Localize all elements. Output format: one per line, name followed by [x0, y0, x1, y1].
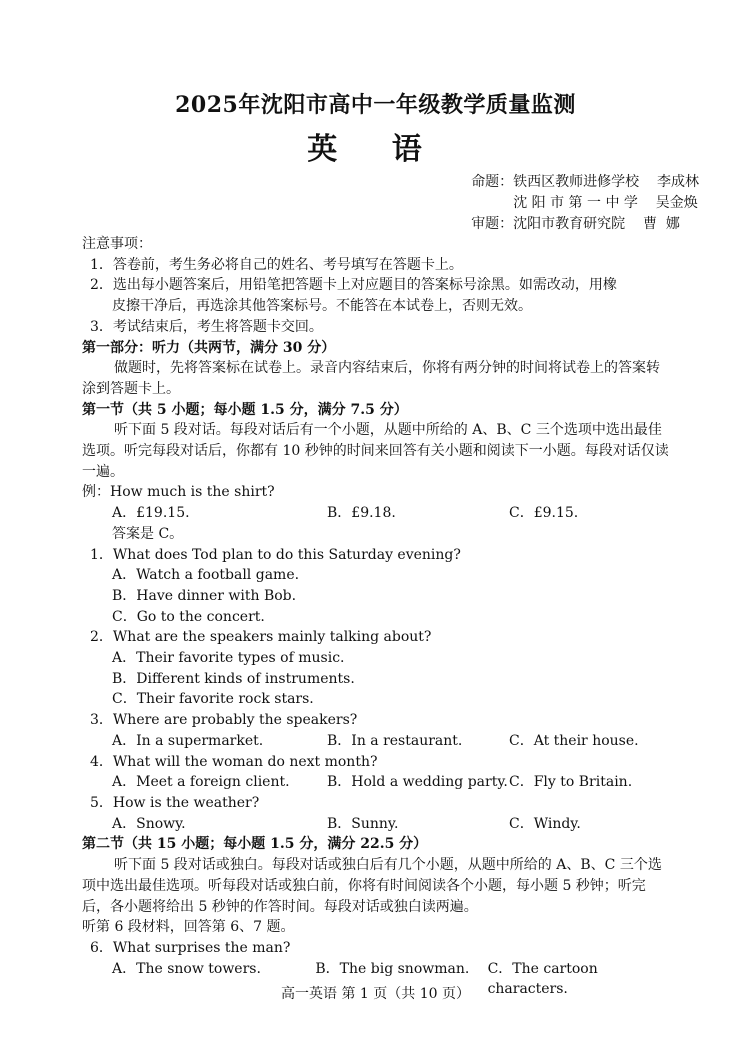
section2-heading: 第二节（共 15 小题；每小题 1.5 分，满分 22.5 分） [82, 836, 428, 853]
option: C．At their house. [509, 732, 639, 749]
option: A．Snowy. [112, 815, 186, 832]
question: 1．What does Tod plan to do this Saturday evening? [90, 546, 461, 563]
option: B．Different kinds of instruments. [112, 670, 355, 687]
option: C．Windy. [509, 815, 581, 832]
section1-intro: 听下面 5 段对话。每段对话后有一个小题，从题中所给的 A、B、C 三个选项中选出最佳选项。听完每段对话后，你都有 10 秒钟的时间来回答有关小题和阅读下一小题。每段对话仅读一遍。 [82, 422, 669, 480]
options-row [82, 772, 672, 793]
question: 3．Where are probably the speakers? [90, 712, 358, 729]
section1-heading: 第一节（共 5 小题；每小题 1.5 分，满分 7.5 分） [82, 401, 408, 418]
option: B．£9.18. [327, 505, 396, 522]
credits-block [471, 172, 699, 235]
question: 6．What surprises the man? [90, 939, 291, 956]
question: 5．How is the weather? [90, 794, 260, 811]
notice-item: 1．答卷前，考生务必将自己的姓名、考号填写在答题卡上。 [90, 256, 463, 273]
option: A．The snow towers. [112, 960, 261, 977]
option: B．In a restaurant. [327, 732, 463, 749]
notice-item: 2．选出每小题答案后，用铅笔把答题卡上对应题目的答案标号涂黑。如需改动，用橡 [90, 277, 617, 294]
example-options [82, 503, 672, 524]
example-question: 例：How much is the shirt? [82, 484, 275, 501]
option: C．Their favorite rock stars. [112, 691, 314, 708]
credit-line: 命题：铁西区教师进修学校 李成林 [471, 174, 699, 190]
option: A．Watch a football game. [112, 567, 300, 584]
exam-title: 2025年沈阳市高中一年级教学质量监测 [175, 92, 576, 118]
option: C．£9.15. [509, 505, 579, 522]
option: A．Meet a foreign client. [112, 774, 290, 791]
example-answer: 答案是 C。 [112, 525, 184, 542]
option: B．Have dinner with Bob. [112, 587, 297, 604]
page-footer: 高一英语 第 1 页（共 10 页） [281, 986, 470, 1002]
credit-line: 审题：沈阳市教育研究院 曹 娜 [471, 216, 680, 232]
option: A．In a supermarket. [112, 732, 264, 749]
option: A．£19.15. [112, 505, 190, 522]
option: B．Sunny. [327, 815, 399, 832]
part1-heading: 第一部分：听力（共两节，满分 30 分） [82, 339, 336, 356]
question: 2．What are the speakers mainly talking about? [90, 629, 432, 646]
section2-intro: 听下面 5 段对话或独白。每段对话或独白后有几个小题，从题中所给的 A、B、C 三个选项中选出最佳选项。听每段对话或独白前，你将有时间阅读各个小题，每小题 5 秒钟；听完后，各小题将给出 5 秒钟的作答时间。每段对话或独白读两遍。 [82, 857, 662, 915]
exam-body [82, 234, 672, 1000]
option: C．Fly to Britain. [509, 774, 633, 791]
material-instruction: 听第 6 段材料，回答第 6、7 题。 [82, 919, 295, 936]
notice-item: 皮擦干净后，再选涂其他答案标号。不能答在本试卷上，否则无效。 [112, 298, 532, 315]
subject-title: 英 语 [307, 132, 444, 167]
option: A．Their favorite types of music. [112, 650, 345, 667]
credit-line: 沈 阳 市 第 一 中 学 吴金焕 [513, 195, 698, 211]
options-row [82, 814, 672, 835]
part1-intro: 做题时，先将答案标在试卷上。录音内容结束后，你将有两分钟的时间将试卷上的答案转涂到答题卡上。 [82, 360, 660, 397]
option: B．Hold a wedding party. [327, 774, 508, 791]
option: B．The big snowman. [315, 960, 470, 977]
notice-heading: 注意事项： [82, 236, 152, 252]
option: C．Go to the concert. [112, 608, 265, 625]
option: C．The cartoon characters. [487, 960, 598, 998]
options-row [82, 731, 672, 752]
notice-item: 3．考试结束后，考生将答题卡交回。 [90, 318, 323, 335]
question: 4．What will the woman do next month? [90, 753, 378, 770]
